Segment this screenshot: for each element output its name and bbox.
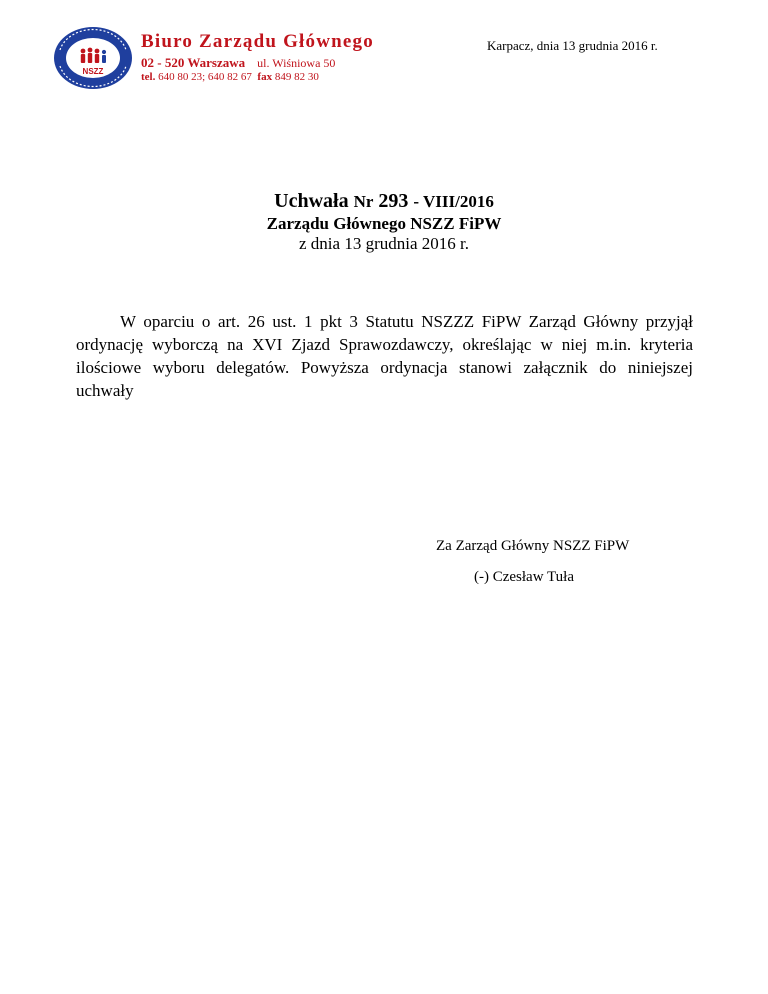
nszz-union-emblem-icon xyxy=(50,24,136,92)
fax-label: fax xyxy=(257,71,273,83)
tel-label: tel. xyxy=(141,71,156,83)
letterhead-postal-city: 02 - 520 Warszawa xyxy=(141,55,246,70)
logo-people-figures xyxy=(81,48,100,63)
letterhead-street: ul. Wiśniowa 50 xyxy=(257,56,336,70)
resolution-text: W oparciu o art. 26 ust. 1 pkt 3 Statutu NSZZZ FiPW Zarząd Główny przyjął ordynację wyborczą na XVI Zjazd Sprawozdawczy, określając w niej m.in. kryteria ilościowe wyboru delegatów. Powyższa ordynacja stanowi załącznik do niniejszej uchwały xyxy=(76,312,693,400)
place-and-date: Karpacz, dnia 13 grudnia 2016 r. xyxy=(487,38,658,53)
letterhead-org-name: Biuro Zarządu Głównego xyxy=(141,31,374,52)
title-nr-label: Nr xyxy=(353,192,374,211)
union-logo xyxy=(50,24,136,92)
title-suffix: - VIII/2016 xyxy=(413,192,494,211)
signature-name: (-) Czesław Tuła xyxy=(474,569,574,585)
tel-numbers: 640 80 23; 640 82 67 xyxy=(158,71,252,83)
title-word: Uchwała xyxy=(274,190,349,212)
resolution-number-line xyxy=(0,190,768,213)
title-number: 293 xyxy=(378,190,409,212)
signature-org: Za Zarząd Główny NSZZ FiPW xyxy=(436,538,630,554)
resolution-date: z dnia 13 grudnia 2016 r. xyxy=(299,234,469,253)
letterhead-contact xyxy=(141,71,319,83)
letterhead-address xyxy=(141,55,335,71)
resolution-body-org: Zarządu Głównego NSZZ FiPW xyxy=(266,214,502,233)
resolution-title xyxy=(0,190,768,254)
fax-number: 849 82 30 xyxy=(274,71,319,83)
logo-nszz-text: NSZZ xyxy=(82,67,104,76)
logo-people-figures-blue xyxy=(102,50,106,63)
